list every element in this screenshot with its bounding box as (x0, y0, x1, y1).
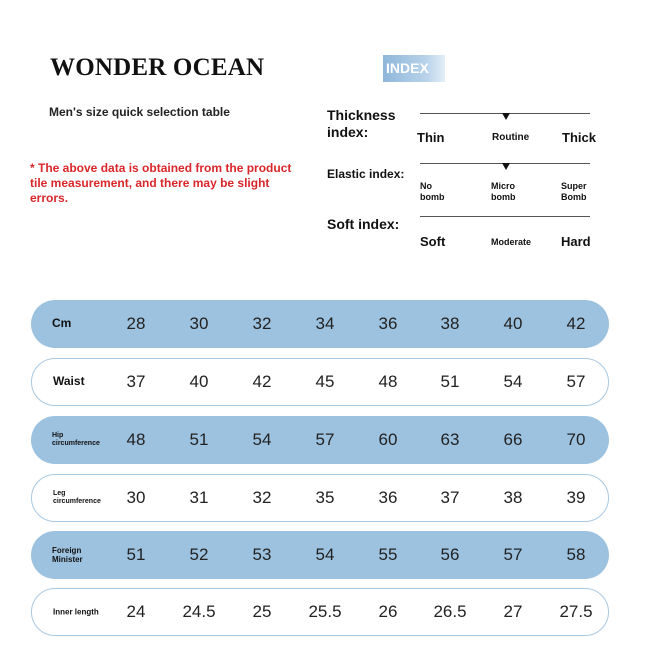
table-subtitle: Men's size quick selection table (49, 105, 230, 119)
size-cell: 36 (378, 314, 398, 333)
elastic-option-no-bomb (420, 181, 445, 203)
thickness-index-label (327, 107, 395, 141)
elastic-option-micro-bomb (491, 181, 516, 203)
size-cell: 53 (252, 545, 272, 564)
size-cell: 30 (189, 314, 209, 333)
size-cell: 48 (126, 430, 146, 449)
size-cell: 34 (315, 314, 335, 333)
row-label-hip-line1: Hip (52, 431, 64, 439)
row-label-foreign-line2: Minister (52, 555, 83, 564)
size-cell: 27 (503, 602, 523, 621)
thickness-selected-marker-icon (502, 113, 510, 120)
soft-option-hard: Hard (561, 234, 591, 249)
elastic-option-super-line1: Super (561, 181, 587, 191)
elastic-index-label: Elastic index: (327, 167, 405, 181)
size-cell: 32 (252, 314, 272, 333)
size-cell: 66 (503, 430, 523, 449)
size-cell: 32 (252, 488, 272, 507)
row-label-waist: Waist (53, 374, 85, 389)
soft-scale-line (420, 216, 590, 217)
size-cell: 31 (189, 488, 209, 507)
row-label-foreign-minister (52, 546, 83, 564)
row-label-leg-line1: Leg (53, 489, 66, 497)
size-cell: 39 (566, 488, 586, 507)
elastic-option-micro-line1: Micro (491, 181, 516, 191)
elastic-option-no-line2: bomb (420, 192, 445, 202)
size-cell: 36 (378, 488, 398, 507)
size-cell: 26.5 (433, 602, 467, 621)
soft-option-moderate: Moderate (491, 237, 532, 247)
size-cell: 24.5 (182, 602, 216, 621)
size-cell: 30 (126, 488, 146, 507)
elastic-selected-marker-icon (502, 163, 510, 170)
size-cell: 51 (126, 545, 146, 564)
size-cell: 35 (315, 488, 335, 507)
size-cell: 25 (252, 602, 272, 621)
size-cell: 56 (440, 545, 460, 564)
size-cell: 25.5 (308, 602, 342, 621)
size-cell: 63 (440, 430, 460, 449)
size-cell: 57 (315, 430, 335, 449)
measurement-note: * The above data is obtained from the product tile measurement, and there may be slight errors. (30, 161, 292, 205)
elastic-option-no-line1: No (420, 181, 432, 191)
elastic-option-super-bomb (561, 181, 587, 203)
size-cell: 52 (189, 545, 209, 564)
size-cell: 40 (189, 372, 209, 391)
size-cell: 42 (252, 372, 272, 391)
size-cell: 26 (378, 602, 398, 621)
size-cell: 60 (378, 430, 398, 449)
size-cell: 40 (503, 314, 523, 333)
size-cell: 51 (189, 430, 209, 449)
size-row-leg-circumference (31, 474, 609, 522)
size-cell: 38 (440, 314, 460, 333)
size-cell: 28 (126, 314, 146, 333)
size-row-foreign-minister (31, 531, 609, 579)
elastic-option-micro-line2: bomb (491, 192, 516, 202)
row-label-cm: Cm (52, 316, 72, 331)
size-cell: 38 (503, 488, 523, 507)
size-cell: 37 (440, 488, 460, 507)
thickness-option-routine: Routine (492, 132, 530, 143)
thickness-option-thick: Thick (562, 130, 596, 145)
elastic-option-super-line2: Bomb (561, 192, 587, 202)
size-cell: 54 (503, 372, 523, 391)
thickness-option-thin: Thin (417, 130, 445, 145)
brand-title: WONDER OCEAN (50, 54, 265, 81)
size-cell: 42 (566, 314, 586, 333)
thickness-label-line2: index: (327, 124, 369, 140)
size-cell: 70 (566, 430, 586, 449)
size-row-waist (31, 358, 609, 406)
soft-option-soft: Soft (420, 234, 446, 249)
size-cell: 54 (252, 430, 272, 449)
soft-index-label: Soft index: (327, 216, 400, 232)
size-cell: 57 (503, 545, 523, 564)
size-row-inner-length (31, 588, 609, 636)
size-cell: 27.5 (559, 602, 593, 621)
row-label-foreign-line1: Foreign (52, 545, 82, 555)
row-label-hip-circumference (52, 432, 100, 448)
size-cell: 57 (566, 372, 586, 391)
size-row-hip-circumference (31, 416, 609, 464)
index-badge: INDEX (383, 55, 445, 82)
size-cell: 51 (440, 372, 460, 391)
row-label-leg-circumference (53, 490, 101, 506)
size-cell: 58 (566, 545, 586, 564)
size-cell: 54 (315, 545, 335, 564)
row-label-inner-length: Inner length (53, 607, 99, 617)
size-row-cm (31, 300, 609, 348)
row-label-hip-line2: circumference (52, 440, 100, 447)
size-cell: 48 (378, 372, 398, 391)
size-cell: 24 (126, 602, 146, 621)
size-cell: 45 (315, 372, 335, 391)
row-label-leg-line2: circumference (53, 498, 101, 505)
thickness-label-line1: Thickness (327, 107, 396, 123)
size-cell: 55 (378, 545, 398, 564)
size-cell: 37 (126, 372, 146, 391)
